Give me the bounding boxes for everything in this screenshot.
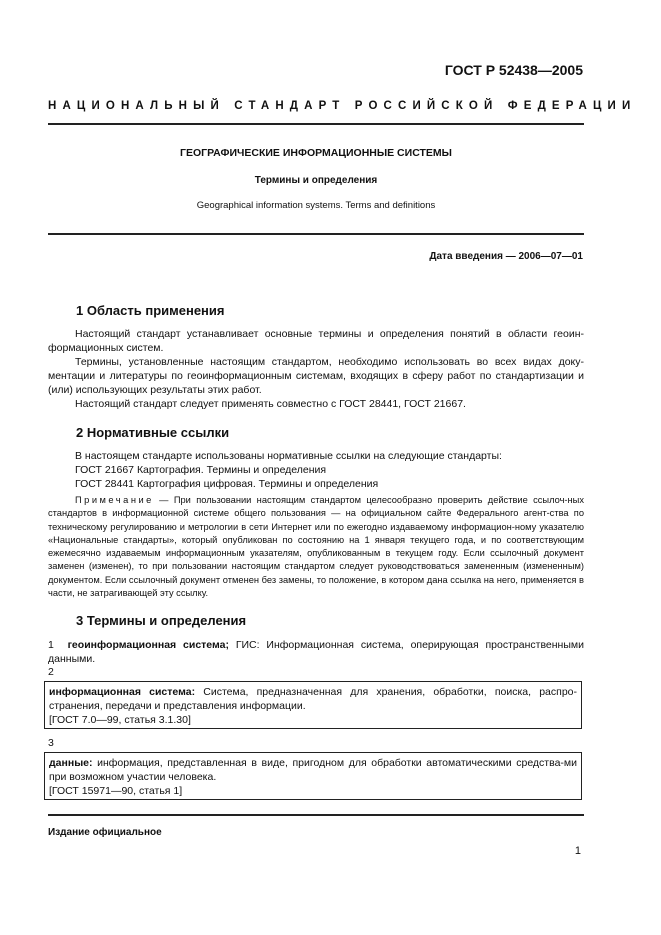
term-name: данные: [49,757,93,769]
term-definition: Система, предназначенная для хранения, обработки, поиска, распро-странения, передачи и представления информации. [49,686,578,712]
footer-divider [48,814,584,816]
section-2-heading: 2 Нормативные ссылки [76,425,230,440]
section-2-intro-text: В настоящем стандарте использованы нормативные ссылки на следующие стандарты: [75,450,502,462]
section-1-heading: 1 Область применения [76,303,225,318]
term-name: информационная система: [49,686,196,698]
term-box-3 [44,752,582,800]
english-title: Geographical information systems. Terms and definitions [196,200,436,211]
section-3-heading: 3 Термины и определения [76,613,247,628]
top-divider [48,123,584,125]
term-number: 2 [48,666,54,678]
section-1-paragraph: Термины, установленные настоящим стандартом, необходимо использовать во всех видах доку-ментации и литературы по геоинформационным системам, входящих в сферу работ по стандартизации и (или) использующих результаты этих работ. [48,356,584,396]
section-1-body [48,327,584,411]
national-standard-title: НАЦИОНАЛЬНЫЙ СТАНДАРТ РОССИЙСКОЙ ФЕДЕРАЦИИ [48,100,637,112]
document-title: ГЕОГРАФИЧЕСКИЕ ИНФОРМАЦИОННЫЕ СИСТЕМЫ [180,147,452,159]
standard-code: ГОСТ Р 52438—2005 [444,62,583,78]
term-number: 3 [48,737,54,749]
term-definition: информация, представленная в виде, пригодном для обработки автоматическими средства-ми при возможном участии человека. [49,757,577,783]
official-edition: Издание официальное [48,827,162,838]
term-box-2 [44,681,582,729]
section-2-intro [48,449,584,463]
term-name: геоинформационная система; [67,639,229,651]
title-divider [48,233,584,235]
introduction-date: Дата введения — 2006—07—01 [429,251,583,262]
section-1-paragraph: Настоящий стандарт следует применять совместно с ГОСТ 28441, ГОСТ 21667. [75,398,466,410]
note-block [48,494,584,600]
page-number: 1 [574,845,581,857]
term-entry-1 [48,638,584,666]
document-subtitle: Термины и определения [254,175,378,186]
term-source: [ГОСТ 7.0—99, статья 3.1.30] [49,714,191,726]
term-number: 1 [48,639,54,651]
term-source: [ГОСТ 15971—90, статья 1] [49,785,183,797]
term-definition: ГИС: Информационная система, оперирующая пространственными данными. [48,639,584,665]
reference-item: ГОСТ 21667 Картография. Термины и определения [75,464,327,476]
reference-list [75,463,378,491]
reference-item: ГОСТ 28441 Картография цифровая. Термины и определения [75,478,379,490]
note-text: — При пользовании настоящим стандартом целесообразно проверить действие ссылоч-ных стандартов в информационной системе общего пользования — на официальном сайте Федерального агент-ства по техническому регулированию и метрологии в сети Интернет или по ежегодно издаваемому информацион-ному указателю «Национальные стандарты», который опубликован по состоянию на 1 января текущего года, и по соответствующим ежемесячно издаваемым информационным указателям, опубликованным в текущем году. Если ссылочный документ заменен (изменен), то при пользовании настоящим стандартом следует руководствоваться замененным (измененным) документом. Если ссылочный документ отменен без замены, то положение, в котором дана ссылка на него, применяется в части, не затрагивающей эту ссылку. [48,495,584,599]
note-label: Примечание [75,495,154,505]
section-1-paragraph: Настоящий стандарт устанавливает основные термины и определения понятий в области геоин-формационных систем. [48,328,584,354]
